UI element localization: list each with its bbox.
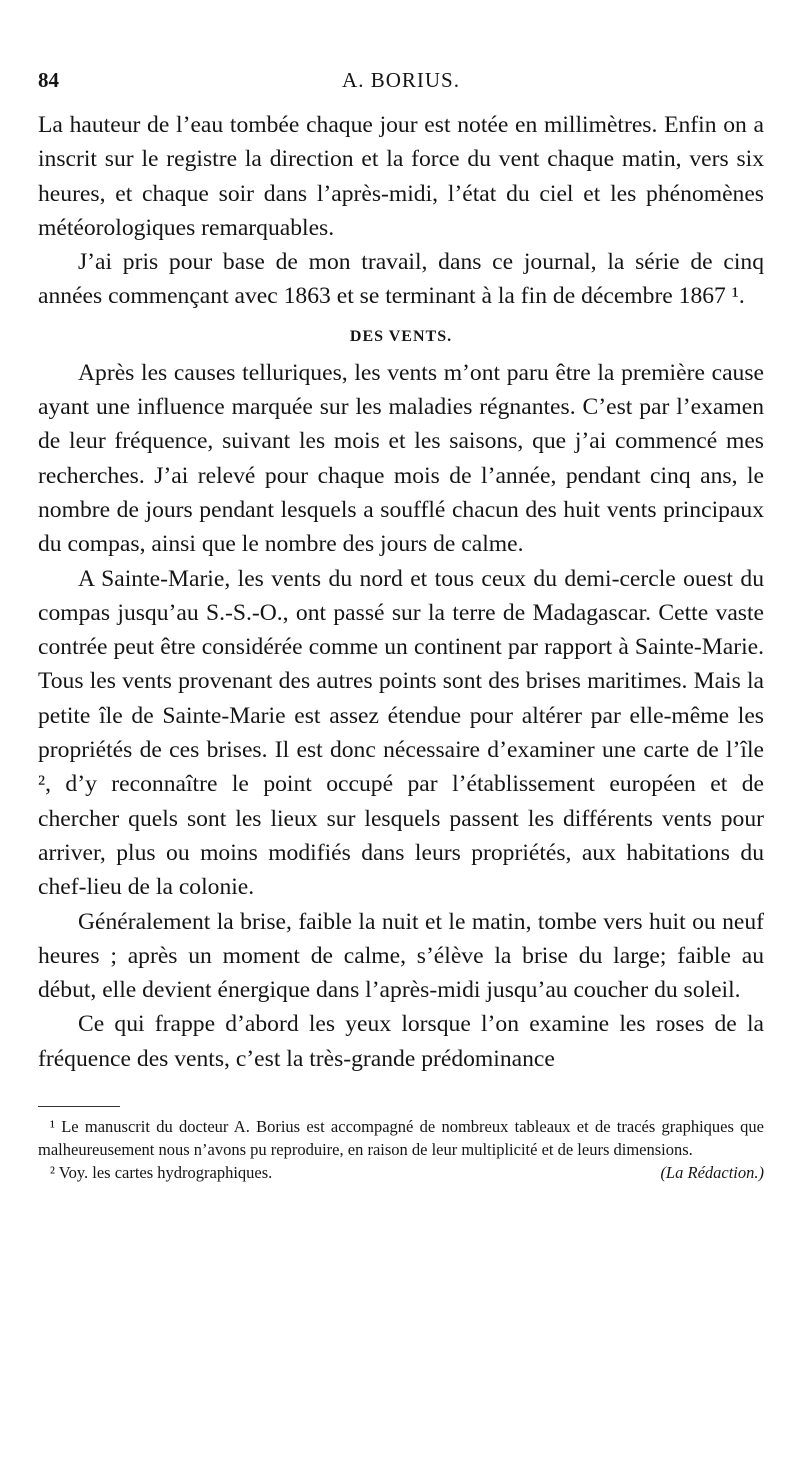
paragraph: La hauteur de l’eau tombée chaque jour est notée en millimètres. Enfin on a inscrit sur le registre la direction et la force du vent chaque matin, vers six heures, et chaque soir dans l’après-midi, l’état du ciel et les phénomènes météorologiques remarquables. [38, 112, 764, 241]
body-text [38, 108, 764, 1076]
footnote-text: ¹ Le manuscrit du docteur A. Borius est accompagné de nombreux tableaux et de tracés graphiques que malheureusement nous n’avons pu reproduire, en raison de leur multiplicité et de leurs dimensions. [38, 1117, 764, 1160]
section-heading: DES VENTS. [349, 327, 453, 345]
page-number: 84 [38, 68, 59, 92]
footnote-rule [38, 1106, 120, 1107]
running-header [38, 68, 764, 108]
paragraph: Après les causes telluriques, les vents m’ont paru être la première cause ayant une influence marquée sur les maladies régnantes. C’est par l’examen de leur fréquence, suivant les mois et les saisons, que j’ai commencé mes recherches. J’ai relevé pour chaque mois de l’année, pendant cinq ans, le nombre de jours pendant lesquels a soufflé chacun des huit vents principaux du compas, ainsi que le nombre des jours de calme. [38, 359, 764, 558]
footnote-signature: (La Rédaction.) [660, 1163, 764, 1183]
paragraph: Ce qui frappe d’abord les yeux lorsque l’on examine les roses de la fréquence des vents, c’est la très-grande prédominance [38, 1011, 764, 1072]
footnote-text: ² Voy. les cartes hydrographiques. [50, 1163, 273, 1183]
paragraph: A Sainte-Marie, les vents du nord et tous ceux du demi-cercle ouest du compas jusqu’au S.-S.-O., ont passé sur la terre de Madagascar. Cette vaste contrée peut être considérée comme un continent par rapport à Sainte-Marie. Tous les vents provenant des autres points sont des brises maritimes. Mais la petite île de Sainte-Marie est assez étendue pour altérer par elle-même les propriétés de ces brises. Il est donc nécessaire d’examiner une carte de l’île ², d’y reconnaître le point occupé par l’établissement européen et de chercher quels sont les lieux sur lesquels passent les différents vents pour arriver, plus ou moins modifiés dans leurs propriétés, aux habitations du chef-lieu de la colonie. [38, 565, 764, 901]
running-title: A. BORIUS. [342, 68, 460, 92]
page [38, 68, 764, 1184]
paragraph: J’ai pris pour base de mon travail, dans ce journal, la série de cinq années commençant avec 1863 et se terminant à la fin de décembre 1867 ¹. [38, 249, 764, 310]
paragraph: Généralement la brise, faible la nuit et le matin, tombe vers huit ou neuf heures ; après un moment de calme, s’élève la brise du large; faible au début, elle devient énergique dans l’après-midi jusqu’au coucher du soleil. [38, 908, 764, 1004]
footnotes [38, 1115, 764, 1184]
